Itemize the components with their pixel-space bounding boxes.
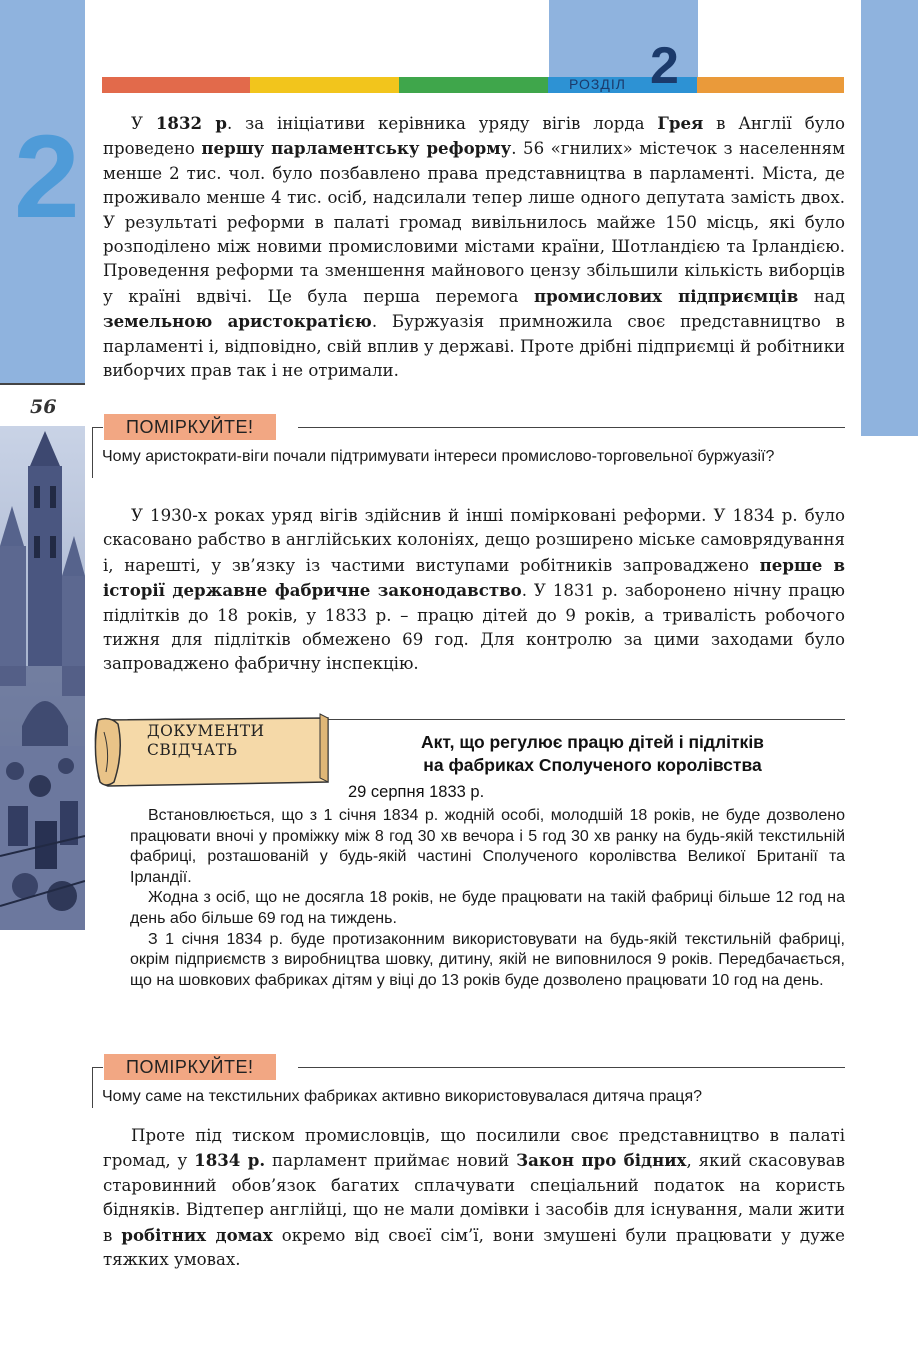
paragraph-text (103, 1124, 845, 1272)
documents-label-line: СВІДЧАТЬ (147, 741, 238, 759)
bold-term: першу парламентську реформу (201, 138, 512, 159)
bold-term: Закон про бідних (516, 1150, 687, 1171)
think-box (92, 414, 845, 494)
text-run: . за ініціативи керівника уряду вігів лорда (227, 114, 658, 133)
color-stripe (102, 77, 844, 93)
bold-term: Грея (657, 113, 704, 133)
text-run: У (131, 114, 156, 133)
documents-label (147, 722, 265, 760)
document-date: 29 серпня 1833 р. (348, 783, 485, 801)
text-run: , який скасовував старовинний обов’язок багатих сплачувати спеціальний податок на користь бідняків. Відтепер англійці, що не мали домівки і засобів для існування, мали жити в (103, 1151, 845, 1245)
think-rule (298, 427, 845, 428)
think-label: ПОМІРКУЙТЕ! (104, 414, 276, 440)
stripe-segment (697, 77, 844, 93)
documents-rule (296, 719, 845, 720)
paragraph-text (103, 111, 845, 383)
think-question: Чому саме на текстильних фабриках активно використовувалася дитяча праця? (102, 1088, 703, 1105)
stripe-segment (399, 77, 548, 93)
bold-term: земельною аристократією (103, 311, 372, 332)
right-margin-tab (861, 0, 918, 436)
think-box (92, 1054, 845, 1114)
section-number: 2 (650, 37, 679, 95)
bold-term: робітних домах (121, 1224, 273, 1245)
section-label: РОЗДІЛ (569, 76, 626, 92)
text-run: над (798, 286, 846, 306)
think-question: Чому аристократи-віги почали підтримувати інтереси промислово-торговельної буржуазії? (102, 448, 775, 465)
text-run: окремо від своєї сім’ї, вони змушені були працювати у дуже тяжких умовах. (103, 1225, 845, 1270)
side-illustration (0, 426, 85, 930)
text-run: Проте під тиском промисловців, що посилили своє представництво в палаті громад, у (103, 1126, 845, 1171)
text-run: У 1930-х роках уряд вігів здійснив й інші помірковані реформи. У 1834 р. було скасовано рабство в англійських колоніях, дещо розширено міське самоврядування і, нарешті, у зв’язку із частими виступами робітників запроваджено (103, 506, 845, 575)
text-run: . Буржуазія примножила своє представництво в парламенті і, відповідно, свій вплив у державі. Проте дрібні підприємці й робітники виборчих прав так і не отримали. (103, 312, 845, 381)
think-rule (298, 1067, 845, 1068)
text-run: в Англії було проведено (103, 114, 845, 159)
document-title-line: Акт, що регулює працю дітей і підлітків (421, 732, 764, 752)
document-title-line: на фабриках Сполученого королівства (423, 755, 762, 775)
documents-label-line: ДОКУМЕНТИ (147, 722, 265, 740)
document-title (360, 731, 825, 777)
paragraph-text (103, 504, 845, 677)
bold-term: промислових підприємців (533, 285, 799, 306)
page-number-rule (0, 383, 85, 385)
paragraph-poor-law (103, 1124, 845, 1272)
think-label: ПОМІРКУЙТЕ! (104, 1054, 276, 1080)
text-run: . У 1831 р. заборонено нічну працю підлітків до 18 років, у 1833 р. – працю дітей до 9 років, а тривалість робочого тижня для підлітків обмежено 69 год. Для контролю за цими заходами було запроваджено фабричну інспекцію. (103, 581, 845, 674)
document-paragraph: Встановлюється, що з 1 січня 1834 р. жодній особі, молодшій 18 років, не буде дозволено працювати вночі у проміжку між 8 год 30 хв вечора і 5 год 30 хв ранку на будь-якій текстильній фабриці, розташованій у будь-якій частині Сполученого королівства Великої Британії та Ірландії. (130, 807, 845, 886)
document-paragraph: З 1 січня 1834 р. буде протизаконним використовувати на будь-якій текстильній фабриці, окрім підприємств з виробництва шовку, дитину, якій не виповнилося 9 років. Передбачається, що на шовкових фабриках дітям у віці до 13 років буде дозволено працювати 10 год на день. (130, 930, 845, 989)
bold-term: перше в історії державне фабричне законодавство (103, 554, 845, 601)
document-body (130, 806, 845, 991)
paragraph-reforms-1830s (103, 504, 845, 677)
engraving-image (0, 426, 85, 930)
stripe-segment (250, 77, 399, 93)
bold-term: 1832 р (155, 113, 228, 133)
chapter-marker: 2 (14, 111, 80, 243)
text-run: . 56 «гнилих» містечок з населенням менше 2 тис. чол. було позбавлено права представництва в парламенті. Міста, де проживало менше 4 тис. осіб, надсилали тепер лише одного депутата замість двох. У результаті реформи в палаті громад вивільнилось майже 150 місць, які було розподілено між новими промисловими містами країни, Шотландією та Ірландією. Проведення реформи та зменшення майнового цензу збільшили кількість виборців у країні вдвічі. Це була перша перемога (103, 139, 845, 306)
paragraph-reform-1832 (103, 111, 845, 383)
page-number: 56 (30, 396, 57, 418)
text-run: парламент приймає новий (265, 1151, 517, 1171)
stripe-segment (102, 77, 250, 93)
document-paragraph: Жодна з осіб, що не досягла 18 років, не буде працювати на такій фабриці більше 12 год на день або більше 69 год на тиждень. (130, 889, 845, 927)
bold-term: 1834 р. (194, 1150, 266, 1171)
